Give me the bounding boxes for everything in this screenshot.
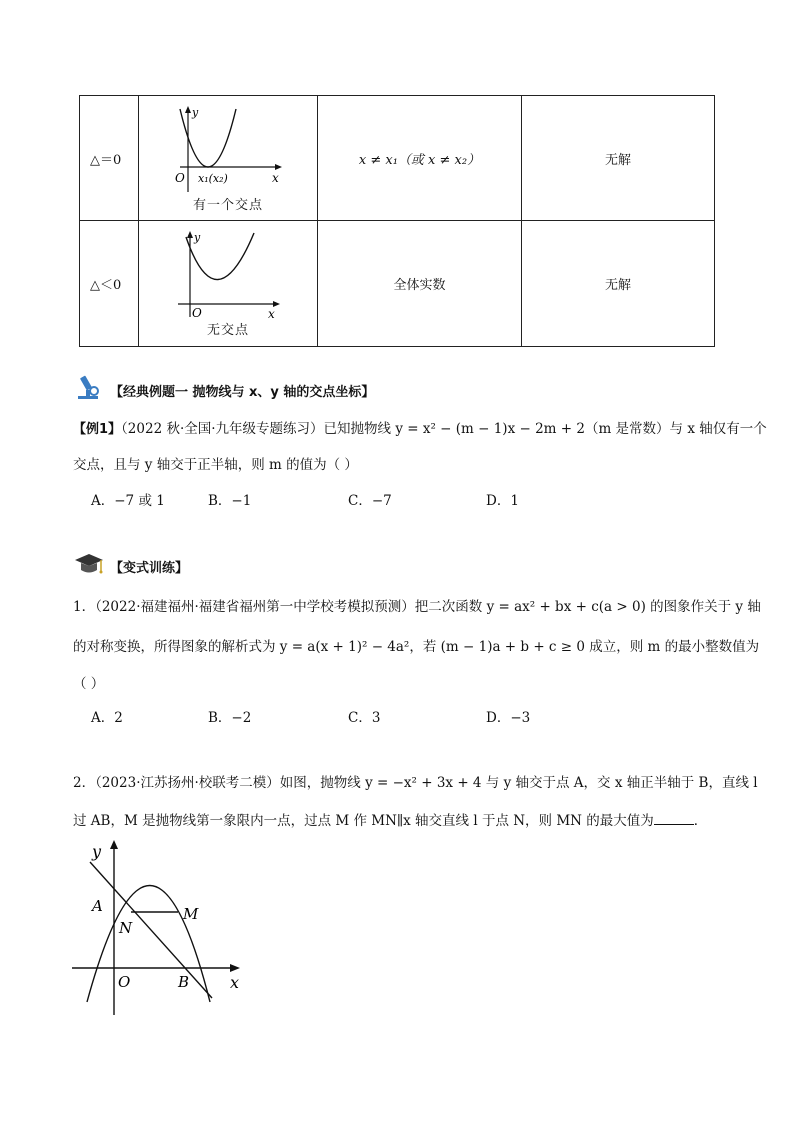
example1-line1 <box>73 419 767 440</box>
x-axis-label: x <box>272 170 279 185</box>
discriminant-table <box>79 95 715 347</box>
microscope-icon <box>74 373 102 401</box>
option-a: A．2 <box>91 710 123 726</box>
root-label: x₁(x₂) <box>198 171 228 185</box>
table-row <box>80 96 715 221</box>
graduation-cap-icon <box>73 551 105 577</box>
point-m-label: M <box>183 905 199 923</box>
option-c: C．−7 <box>348 493 392 509</box>
parabola-one-root-graph <box>168 104 288 196</box>
table-row <box>80 221 715 347</box>
q1-line1: 1．（2022·福建福州·福建省福州第一中学校考模拟预测）把二次函数 y = ax² + bx + c(a > 0) 的图象作关于 y 轴 <box>73 599 761 615</box>
option-b: B．−2 <box>208 710 252 726</box>
answer-blank[interactable] <box>654 810 694 825</box>
option-c: C．3 <box>348 710 381 726</box>
q2-line1: 2．（2023·江苏扬州·校联考二模）如图，抛物线 y = −x² + 3x + 4 与 y 轴交于点 A，交 x 轴正半轴于 B，直线 l <box>73 775 758 791</box>
option-b: B．−1 <box>208 493 252 509</box>
result-cell: 无解 <box>522 221 715 347</box>
origin-label: O <box>175 170 185 185</box>
example1-line2: 交点，且与 y 轴交于正半轴，则 m 的值为（ ） <box>73 457 358 473</box>
q2-line2 <box>73 810 707 831</box>
graph-caption: 有一个交点 <box>192 197 263 213</box>
delta-cell: △＜0 <box>80 221 139 347</box>
point-n-label: N <box>119 919 133 937</box>
result-cell: 无解 <box>522 96 715 221</box>
inequality-cell: 全体实数 <box>318 221 522 347</box>
x-axis-label: x <box>230 973 240 992</box>
option-d: D．1 <box>486 493 519 509</box>
parabola-figure <box>60 835 260 1020</box>
graph-cell <box>139 96 318 221</box>
delta-cell: △＝0 <box>80 96 139 221</box>
y-axis-label: y <box>92 842 102 861</box>
q1-line3: （ ） <box>73 676 105 692</box>
x-axis-label: x <box>268 307 275 321</box>
parabola-no-root-graph <box>168 229 288 321</box>
option-d: D．−3 <box>486 710 531 726</box>
example1-text: （2022 秋·全国·九年级专题练习）已知抛物线 y = x² − (m − 1)x − 2m + 2（m 是常数）与 x 轴仅有一个 <box>121 421 767 437</box>
section-heading: 【变式训练】 <box>110 561 189 576</box>
point-b-label: B <box>178 973 190 991</box>
graph-caption: 无交点 <box>206 323 249 338</box>
option-a: A．−7 或 1 <box>91 493 165 509</box>
graph-cell <box>139 221 318 347</box>
origin-label: O <box>192 306 202 320</box>
section-heading: 【经典例题一 抛物线与 x、y 轴的交点坐标】 <box>110 385 375 400</box>
q2-text: 过 AB，M 是抛物线第一象限内一点，过点 M 作 MN∥x 轴交直线 l 于点 N，则 MN 的最大值为 <box>73 813 654 829</box>
origin-label: O <box>118 973 131 991</box>
point-a-label: A <box>92 897 103 915</box>
q2-end: ． <box>693 813 708 829</box>
q1-line2: 的对称变换，所得图象的解析式为 y = a(x + 1)² − 4a²，若 (m − 1)a + b + c ≥ 0 成立，则 m 的最小整数值为 <box>73 639 760 655</box>
y-axis-label: y <box>194 231 201 244</box>
y-axis-label: y <box>192 105 199 119</box>
example-tag: 【例1】 <box>73 422 122 437</box>
inequality-text: x ≠ x₁（或 x ≠ x₂） <box>358 152 481 168</box>
inequality-cell <box>318 96 522 221</box>
